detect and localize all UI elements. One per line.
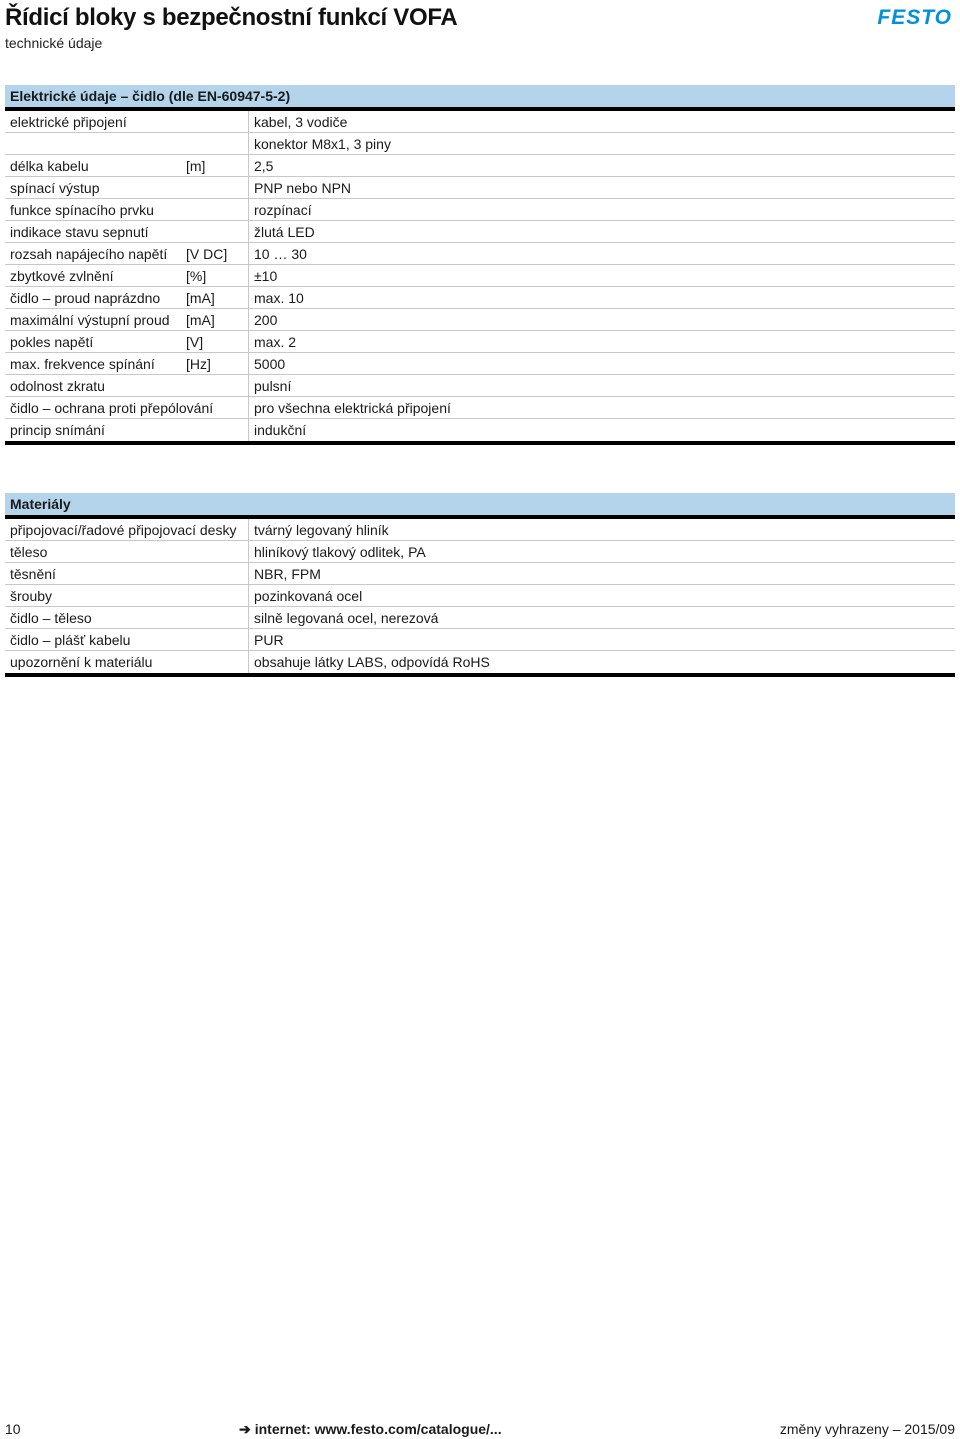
row-unit: [Hz] xyxy=(186,356,211,372)
row-value: pozinkovaná ocel xyxy=(254,588,363,604)
row-label: odolnost zkratu xyxy=(10,378,105,394)
row-label: čidlo – těleso xyxy=(10,610,92,626)
table-row xyxy=(5,199,955,221)
row-label: maximální výstupní proud xyxy=(10,312,170,328)
catalogue-link[interactable] xyxy=(239,1421,502,1438)
table-row xyxy=(5,133,955,155)
row-unit: [%] xyxy=(186,268,207,284)
electrical-data-table xyxy=(5,85,955,445)
row-label: princip snímání xyxy=(10,422,105,438)
row-label: rozsah napájecího napětí xyxy=(10,246,168,262)
row-value: žlutá LED xyxy=(254,224,315,240)
row-label: čidlo – plášť kabelu xyxy=(10,632,131,648)
table-row xyxy=(5,629,955,651)
row-value: tvárný legovaný hliník xyxy=(254,522,389,538)
row-value: NBR, FPM xyxy=(254,566,321,582)
row-value: 200 xyxy=(254,312,278,328)
table-row xyxy=(5,331,955,353)
table-row xyxy=(5,243,955,265)
row-label: funkce spínacího prvku xyxy=(10,202,154,218)
row-value: pulsní xyxy=(254,378,292,394)
row-value: pro všechna elektrická připojení xyxy=(254,400,451,416)
revision-note: změny vyhrazeny – 2015/09 xyxy=(779,1421,955,1437)
table-row xyxy=(5,419,955,441)
page-footer xyxy=(5,1419,955,1439)
row-unit: [m] xyxy=(186,158,206,174)
table-row xyxy=(5,607,955,629)
row-unit: [mA] xyxy=(186,290,215,306)
row-value: obsahuje látky LABS, odpovídá RoHS xyxy=(254,654,490,670)
row-label: čidlo – ochrana proti přepólování xyxy=(10,400,214,416)
row-label: čidlo – proud naprázdno xyxy=(10,290,161,306)
electrical-table-heading: Elektrické údaje – čidlo (dle EN-60947-5-2) xyxy=(5,85,955,107)
table-row xyxy=(5,353,955,375)
table-bottom-rule xyxy=(5,673,955,677)
row-value: 2,5 xyxy=(254,158,274,174)
page-subtitle: technické údaje xyxy=(5,35,103,51)
table-row xyxy=(5,111,955,133)
row-label: upozornění k materiálu xyxy=(10,654,153,670)
materials-table xyxy=(5,493,955,677)
table-row xyxy=(5,585,955,607)
page-title: Řídicí bloky s bezpečnostní funkcí VOFA xyxy=(5,4,458,31)
row-value: indukční xyxy=(254,422,307,438)
table-row xyxy=(5,519,955,541)
catalogue-link-text: internet: www.festo.com/catalogue/... xyxy=(254,1421,502,1437)
electrical-rows xyxy=(5,111,955,441)
row-label: zbytkové zvlnění xyxy=(10,268,114,284)
row-label: připojovací/řadové připojovací desky xyxy=(10,522,237,538)
row-unit: [mA] xyxy=(186,312,215,328)
table-row xyxy=(5,287,955,309)
table-row xyxy=(5,177,955,199)
row-value: hliníkový tlakový odlitek, PA xyxy=(254,544,426,560)
row-label: délka kabelu xyxy=(10,158,89,174)
table-row xyxy=(5,221,955,243)
row-value: rozpínací xyxy=(254,202,312,218)
table-row xyxy=(5,397,955,419)
materials-rows xyxy=(5,519,955,673)
row-value: max. 10 xyxy=(254,290,304,306)
table-row xyxy=(5,563,955,585)
row-label: elektrické připojení xyxy=(10,114,127,130)
row-value: ±10 xyxy=(254,268,278,284)
table-bottom-rule xyxy=(5,441,955,445)
row-value: 10 … 30 xyxy=(254,246,307,262)
row-label: šrouby xyxy=(10,588,53,604)
table-row xyxy=(5,541,955,563)
row-value: 5000 xyxy=(254,356,286,372)
row-label: indikace stavu sepnutí xyxy=(10,224,149,240)
row-value: kabel, 3 vodiče xyxy=(254,114,348,130)
row-unit: [V DC] xyxy=(186,246,228,262)
row-value: silně legovaná ocel, nerezová xyxy=(254,610,439,626)
row-label: max. frekvence spínání xyxy=(10,356,155,372)
page-number: 10 xyxy=(5,1421,21,1437)
materials-table-heading: Materiály xyxy=(5,493,955,515)
table-row xyxy=(5,309,955,331)
row-label: těleso xyxy=(10,544,48,560)
festo-logo: FESTO xyxy=(877,6,952,29)
row-label: těsnění xyxy=(10,566,56,582)
row-value: PNP nebo NPN xyxy=(254,180,352,196)
row-label: spínací výstup xyxy=(10,180,100,196)
table-row xyxy=(5,155,955,177)
row-unit: [V] xyxy=(186,334,204,350)
arrow-right-icon: ➔ xyxy=(239,1421,251,1437)
row-value: PUR xyxy=(254,632,284,648)
table-row xyxy=(5,651,955,673)
row-value: max. 2 xyxy=(254,334,297,350)
table-row xyxy=(5,265,955,287)
row-value: konektor M8x1, 3 piny xyxy=(254,136,391,152)
row-label: pokles napětí xyxy=(10,334,94,350)
table-row xyxy=(5,375,955,397)
